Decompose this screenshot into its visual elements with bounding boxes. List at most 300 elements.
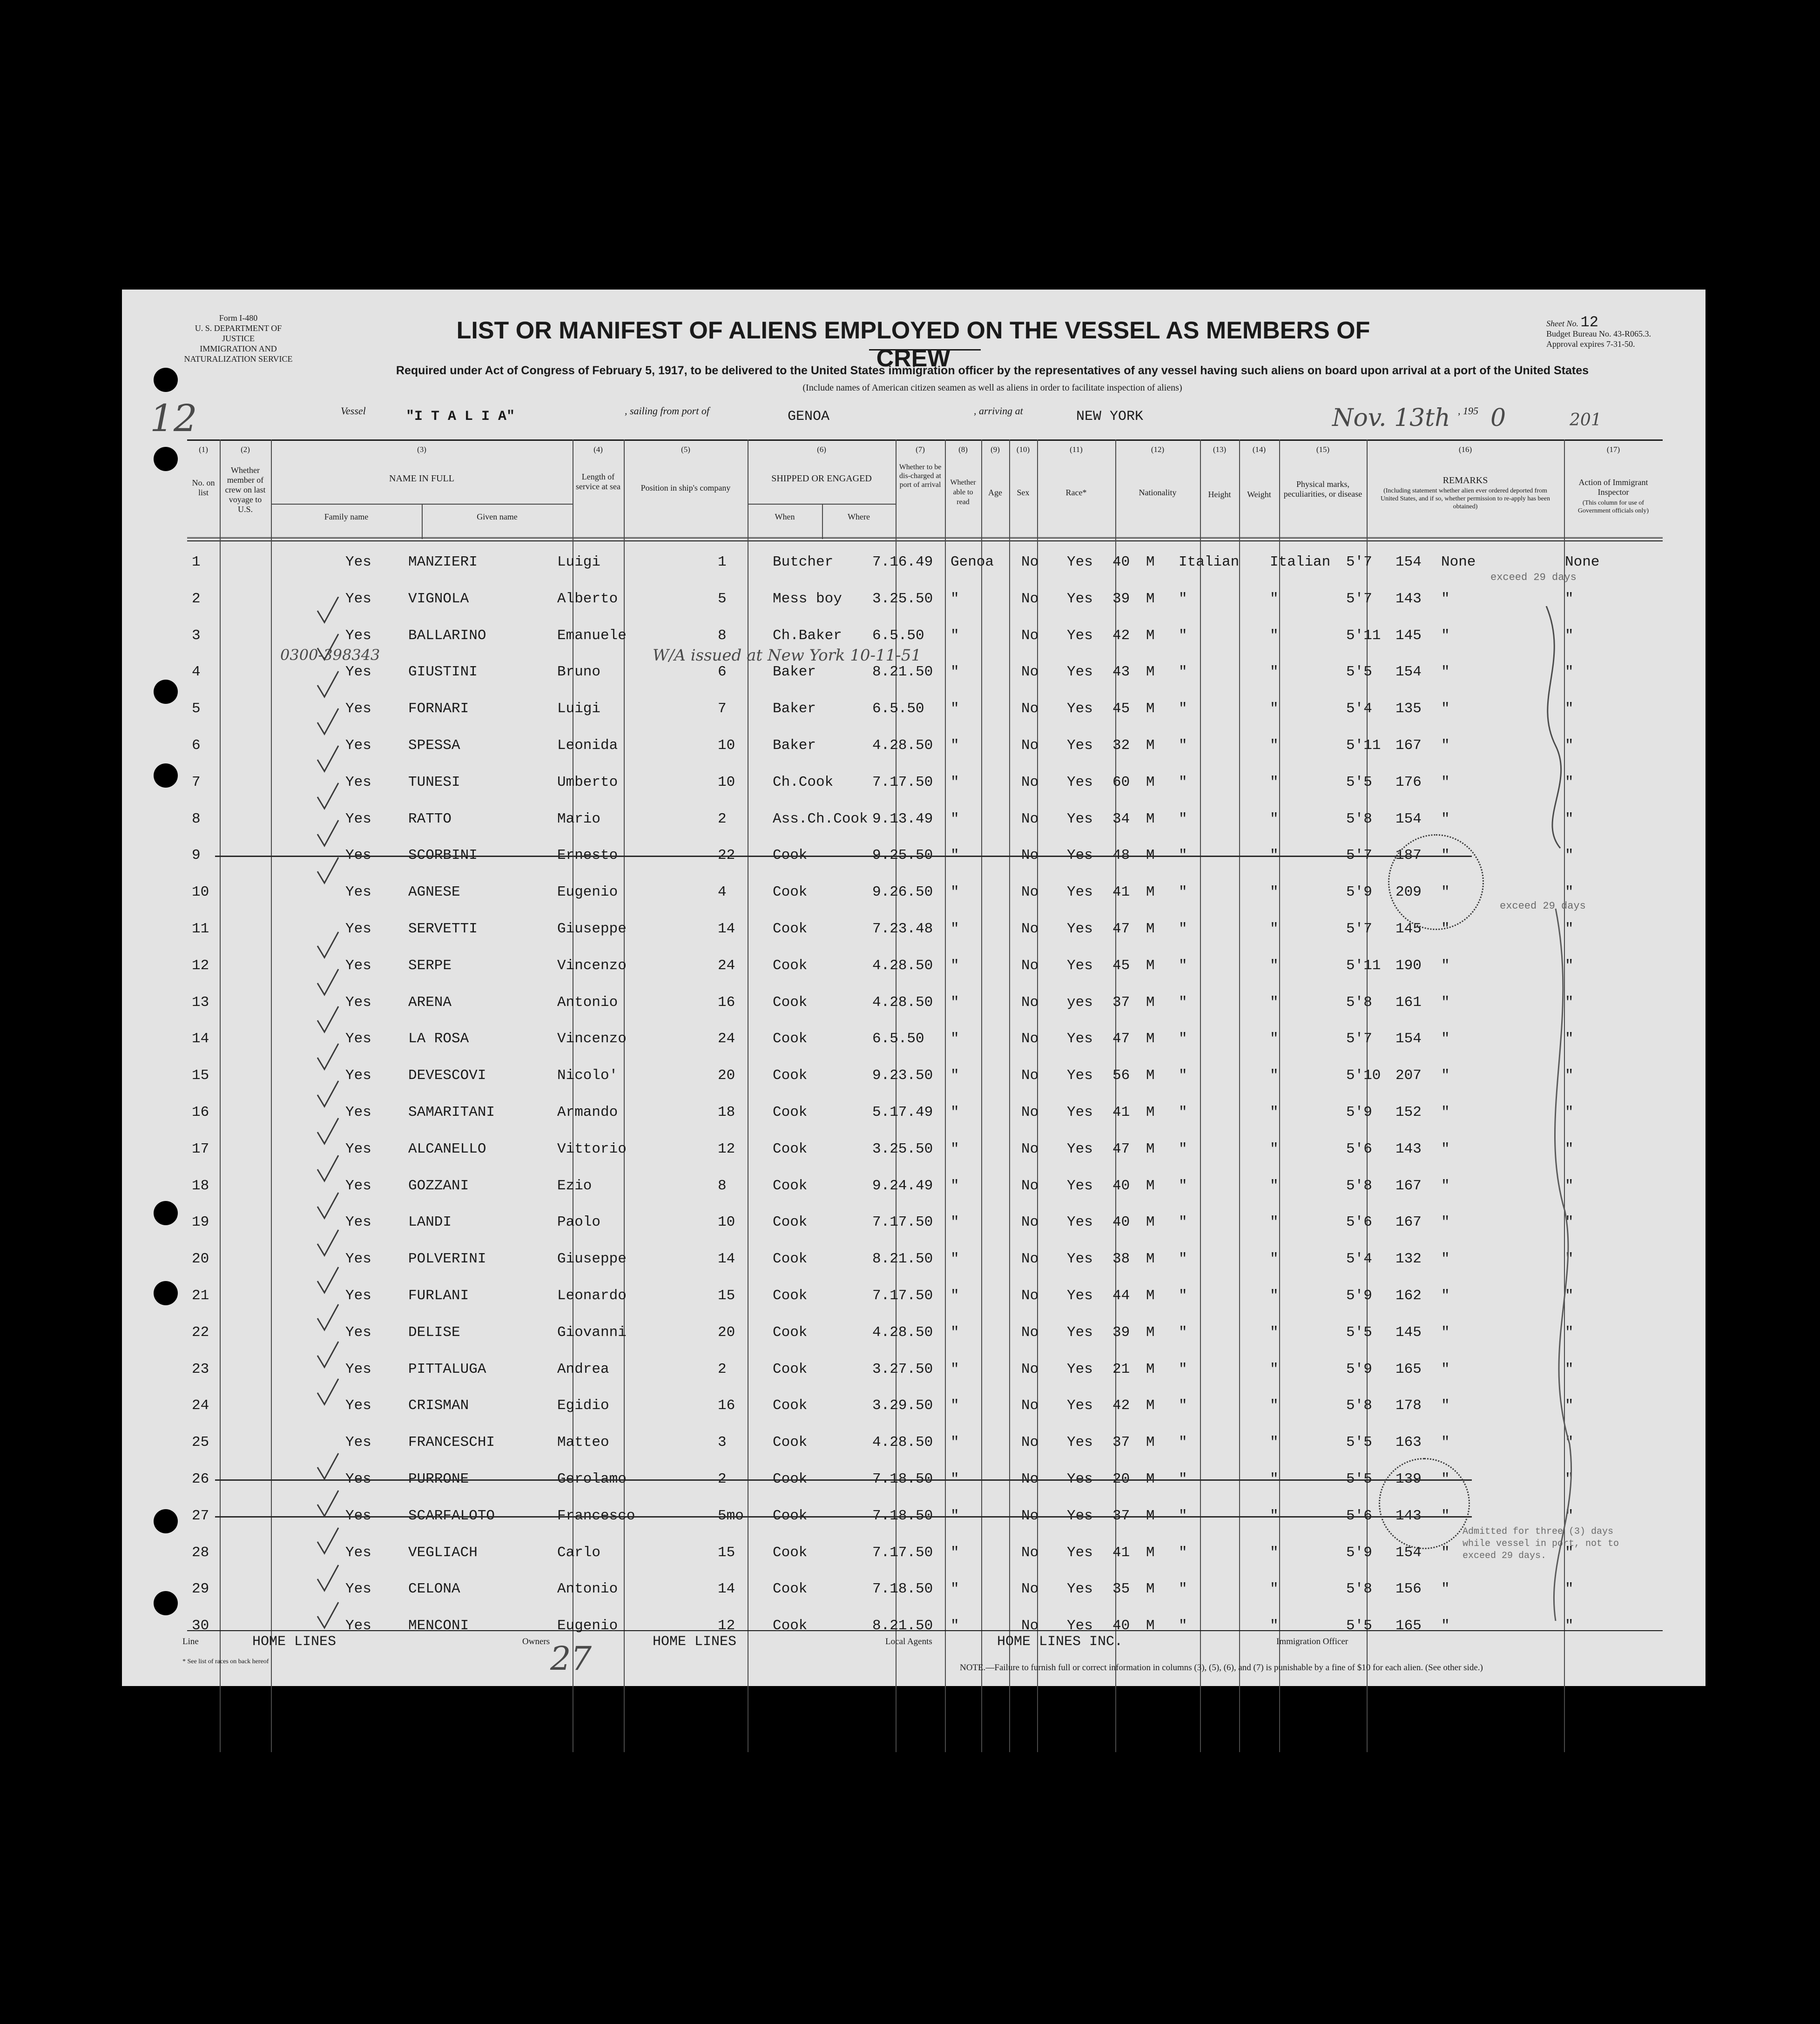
cell-last: Yes: [345, 701, 371, 717]
cell-service: 18: [718, 1104, 735, 1120]
page-title: LIST OR MANIFEST OF ALIENS EMPLOYED ON THE VESSEL AS MEMBERS OF CREW: [456, 317, 1370, 372]
cell-no: 7: [192, 774, 201, 790]
cell-service: 3: [718, 1434, 727, 1451]
cell-last: Yes: [345, 1434, 371, 1451]
inspector-seal-stamp: [1379, 1458, 1470, 1549]
cell-race: ": [1179, 590, 1187, 607]
cell-age: 37: [1112, 1507, 1130, 1524]
cell-last: Yes: [345, 627, 371, 644]
cell-when: 8.21.50: [872, 1251, 933, 1268]
cell-nat: ": [1270, 1324, 1279, 1341]
cell-service: 6: [718, 664, 727, 681]
cell-no: 27: [192, 1507, 209, 1524]
cell-sex: M: [1146, 957, 1155, 974]
cell-no: 22: [192, 1324, 209, 1341]
cell-age: 38: [1112, 1251, 1130, 1268]
cell-sex: M: [1146, 701, 1155, 717]
shipped-subrule: [748, 504, 896, 505]
cell-weight: 145: [1395, 921, 1422, 937]
cell-family: VIGNOLA: [408, 590, 469, 607]
cell-family: POLVERINI: [408, 1251, 486, 1268]
cell-remarks: ": [1565, 1581, 1574, 1598]
cell-no: 25: [192, 1434, 209, 1451]
cell-race: ": [1179, 1434, 1187, 1451]
cell-read: Yes: [1067, 701, 1093, 717]
cell-race: ": [1179, 1251, 1187, 1268]
cell-last: Yes: [345, 1324, 371, 1341]
cell-service: 8: [718, 627, 727, 644]
cell-nat: ": [1270, 1507, 1279, 1524]
cell-nat: ": [1270, 1544, 1279, 1561]
cell-when: 7.23.48: [872, 921, 933, 937]
cell-family: AGNESE: [408, 884, 460, 901]
cell-nat: ": [1270, 1288, 1279, 1304]
sheet-number: 12: [1580, 314, 1598, 331]
cell-no: 19: [192, 1214, 209, 1231]
cell-position: Cook: [773, 1434, 808, 1451]
cell-marks: ": [1441, 1471, 1450, 1487]
cell-marks: ": [1441, 847, 1450, 864]
cell-sex: M: [1146, 1507, 1155, 1524]
cell-where: ": [950, 921, 959, 937]
cell-height: 5'7: [1346, 847, 1372, 864]
cell-height: 5'8: [1346, 994, 1372, 1011]
cell-dis: No: [1021, 1581, 1039, 1598]
cell-where: ": [950, 737, 959, 754]
crew-row: [187, 801, 1663, 836]
cell-given: Emanuele: [557, 627, 627, 644]
cell-when: 3.27.50: [872, 1361, 933, 1377]
cell-remarks: ": [1565, 1031, 1574, 1047]
cell-age: 41: [1112, 1544, 1130, 1561]
cell-race: ": [1179, 1581, 1187, 1598]
cell-where: ": [950, 664, 959, 681]
cell-sex: M: [1146, 847, 1155, 864]
cell-when: 4.28.50: [872, 737, 933, 754]
cell-given: Vittorio: [557, 1140, 627, 1157]
cell-age: 44: [1112, 1288, 1130, 1304]
cell-race: ": [1179, 957, 1187, 974]
cell-no: 2: [192, 590, 201, 607]
cell-dis: No: [1021, 1104, 1039, 1120]
cell-read: Yes: [1067, 1214, 1093, 1231]
sheet-number-block: [1546, 314, 1686, 349]
approval-expiry: Approval expires 7-31-50.: [1546, 339, 1635, 349]
cell-given: Armando: [557, 1104, 618, 1120]
cell-when: 9.23.50: [872, 1067, 933, 1084]
cell-age: 42: [1112, 1397, 1130, 1414]
cell-position: Cook: [773, 884, 808, 901]
cell-height: 5'8: [1346, 810, 1372, 827]
cell-nat: ": [1270, 737, 1279, 754]
cell-nat: ": [1270, 884, 1279, 901]
cell-marks: ": [1441, 774, 1450, 790]
cell-age: 40: [1112, 1177, 1130, 1194]
cell-when: 7.18.50: [872, 1507, 933, 1524]
cell-sex: M: [1146, 1288, 1155, 1304]
cell-weight: 167: [1395, 1177, 1422, 1194]
hdr-last-voyage: Whether member of crew on last voyage to U.S.: [225, 466, 266, 514]
cell-given: Bruno: [557, 664, 601, 681]
cell-when: 3.25.50: [872, 590, 933, 607]
cell-weight: 165: [1395, 1361, 1422, 1377]
cell-family: GIUSTINI: [408, 664, 478, 681]
cell-race: ": [1179, 1544, 1187, 1561]
punch-hole: [154, 447, 178, 471]
cell-when: 9.26.50: [872, 884, 933, 901]
cell-where: ": [950, 994, 959, 1011]
cell-age: 45: [1112, 701, 1130, 717]
cell-when: 5.17.49: [872, 1104, 933, 1120]
cell-marks: ": [1441, 1397, 1450, 1414]
cell-age: 40: [1112, 1618, 1130, 1634]
cell-family: TUNESI: [408, 774, 460, 790]
cell-family: SERPE: [408, 957, 452, 974]
cell-height: 5'7: [1346, 554, 1372, 570]
cell-sex: M: [1146, 1581, 1155, 1598]
cell-marks: ": [1441, 957, 1450, 974]
cell-age: 47: [1112, 1031, 1130, 1047]
cell-read: Yes: [1067, 847, 1093, 864]
footer-rule: [187, 1630, 1663, 1631]
cell-age: 37: [1112, 1434, 1130, 1451]
cell-sex: M: [1146, 810, 1155, 827]
footer-line-label: Line: [182, 1637, 199, 1646]
cell-dis: No: [1021, 737, 1039, 754]
hdr-shipped-engaged: SHIPPED OR ENGAGED: [771, 473, 872, 484]
cell-service: 15: [718, 1544, 735, 1561]
hdr-race: Race*: [1065, 488, 1087, 497]
cell-position: Butcher: [773, 554, 834, 570]
cell-dis: No: [1021, 627, 1039, 644]
crew-row: [187, 1020, 1663, 1056]
punch-hole: [154, 368, 178, 392]
cell-position: Cook: [773, 1324, 808, 1341]
cell-family: CELONA: [408, 1581, 460, 1598]
hdr-sex: Sex: [1017, 488, 1030, 497]
cell-last: Yes: [345, 1581, 371, 1598]
cell-family: LANDI: [408, 1214, 452, 1231]
cell-when: 4.28.50: [872, 1434, 933, 1451]
cell-sex: M: [1146, 1397, 1155, 1414]
col-num-15: (15): [1316, 445, 1330, 454]
cell-dis: No: [1021, 1434, 1039, 1451]
cell-remarks: ": [1565, 737, 1574, 754]
cell-read: Yes: [1067, 1140, 1093, 1157]
required-statement: Required under Act of Congress of February 5, 1917, to be delivered to the United States immigration officer by the representatives of any vessel having such aliens on board upon arrival at a port of the United States: [396, 364, 1589, 377]
cell-position: Baker: [773, 701, 816, 717]
cell-marks: ": [1441, 1140, 1450, 1157]
cell-nat: ": [1270, 957, 1279, 974]
crew-row: [187, 984, 1663, 1019]
cell-last: Yes: [345, 810, 371, 827]
cell-sex: M: [1146, 737, 1155, 754]
cell-when: 9.25.50: [872, 847, 933, 864]
cell-no: 21: [192, 1288, 209, 1304]
cell-when: 6.5.50: [872, 627, 924, 644]
cell-family: PURRONE: [408, 1471, 469, 1487]
annotation-warrant-note: W/A issued at New York 10-11-51: [653, 646, 922, 665]
cell-position: Cook: [773, 1214, 808, 1231]
cell-marks: ": [1441, 1434, 1450, 1451]
include-statement: (Include names of American citizen seamen as well as aliens in order to facilitate inspection of aliens): [802, 383, 1182, 393]
cell-read: Yes: [1067, 1324, 1093, 1341]
cell-remarks: ": [1565, 1618, 1574, 1634]
cell-remarks: ": [1565, 1140, 1574, 1157]
cell-height: 5'8: [1346, 1397, 1372, 1414]
punch-hole: [154, 1509, 178, 1533]
cell-height: 5'11: [1346, 627, 1381, 644]
cell-dis: No: [1021, 1067, 1039, 1084]
cell-service: 8: [718, 1177, 727, 1194]
cell-service: 14: [718, 1581, 735, 1598]
col-num-11: (11): [1070, 445, 1083, 454]
cell-family: ARENA: [408, 994, 452, 1011]
col-num-10: (10): [1016, 445, 1030, 454]
crew-row: [187, 947, 1663, 983]
check-marks: [313, 597, 369, 1630]
cell-when: 7.17.50: [872, 1214, 933, 1231]
cell-service: 22: [718, 847, 735, 864]
cell-height: 5'7: [1346, 1031, 1372, 1047]
cell-weight: 165: [1395, 1618, 1422, 1634]
cell-family: VEGLIACH: [408, 1544, 478, 1561]
cell-height: 5'9: [1346, 884, 1372, 901]
cell-family: LA ROSA: [408, 1031, 469, 1047]
cell-position: Cook: [773, 921, 808, 937]
cell-last: Yes: [345, 994, 371, 1011]
cell-race: ": [1179, 1104, 1187, 1120]
footer-line-value: HOME LINES: [252, 1634, 337, 1650]
cell-nat: ": [1270, 994, 1279, 1011]
cell-position: Cook: [773, 1581, 808, 1598]
cell-when: 7.18.50: [872, 1471, 933, 1487]
footer-owners-label: Owners: [522, 1637, 550, 1646]
cell-nat: ": [1270, 1104, 1279, 1120]
cell-given: Matteo: [557, 1434, 609, 1451]
cell-where: ": [950, 1397, 959, 1414]
cell-where: ": [950, 1214, 959, 1231]
cell-dis: No: [1021, 847, 1039, 864]
cell-when: 8.21.50: [872, 664, 933, 681]
cell-marks: ": [1441, 1067, 1450, 1084]
cell-remarks: ": [1565, 1177, 1574, 1194]
inspector-seal-stamp: [1388, 834, 1484, 930]
cell-last: Yes: [345, 1251, 371, 1268]
cell-when: 6.5.50: [872, 701, 924, 717]
cell-dis: No: [1021, 921, 1039, 937]
footer-handwritten-27: 27: [550, 1639, 592, 1678]
cell-age: 43: [1112, 664, 1130, 681]
cell-given: Umberto: [557, 774, 618, 790]
col-num-7: (7): [916, 445, 925, 454]
cell-remarks: ": [1565, 627, 1574, 644]
cell-marks: ": [1441, 1251, 1450, 1268]
cell-read: Yes: [1067, 737, 1093, 754]
cell-service: 7: [718, 701, 727, 717]
cell-family: SERVETTI: [408, 921, 478, 937]
cell-last: Yes: [345, 847, 371, 864]
budget-number: Budget Bureau No. 43-R065.3.: [1546, 329, 1651, 338]
cell-given: Ernesto: [557, 847, 618, 864]
cell-dis: No: [1021, 1251, 1039, 1268]
cell-dis: No: [1021, 1288, 1039, 1304]
cell-age: 41: [1112, 884, 1130, 901]
cell-remarks: ": [1565, 1104, 1574, 1120]
col-num-13: (13): [1213, 445, 1227, 454]
col-num-1: (1): [199, 445, 208, 454]
cell-dis: No: [1021, 810, 1039, 827]
cell-dis: No: [1021, 957, 1039, 974]
cell-position: Cook: [773, 1471, 808, 1487]
remark-line: exceed 29 days.: [1463, 1551, 1547, 1561]
cell-remarks: ": [1565, 1507, 1574, 1524]
cell-height: 5'5: [1346, 1324, 1372, 1341]
cell-given: Giuseppe: [557, 921, 627, 937]
cell-weight: 178: [1395, 1397, 1422, 1414]
cell-where: ": [950, 1288, 959, 1304]
cell-family: ALCANELLO: [408, 1140, 486, 1157]
cell-nat: ": [1270, 1140, 1279, 1157]
remark-exceed-1: exceed 29 days: [1490, 572, 1577, 583]
cell-position: Cook: [773, 1397, 808, 1414]
footer-agents-value: HOME LINES INC.: [997, 1634, 1123, 1650]
cell-last: Yes: [345, 957, 371, 974]
cell-read: Yes: [1067, 1104, 1093, 1120]
cell-race: ": [1179, 1067, 1187, 1084]
cell-where: ": [950, 884, 959, 901]
cell-service: 16: [718, 1397, 735, 1414]
cell-last: Yes: [345, 1471, 371, 1487]
cell-age: 37: [1112, 994, 1130, 1011]
footer-footnote: * See list of races on back hereof: [182, 1658, 269, 1665]
cell-remarks: ": [1565, 1361, 1574, 1377]
cell-height: 5'8: [1346, 1177, 1372, 1194]
crew-row: [187, 1424, 1663, 1459]
cell-family: MENCONI: [408, 1618, 469, 1634]
cell-nat: ": [1270, 1031, 1279, 1047]
cell-age: 48: [1112, 847, 1130, 864]
cell-nat: ": [1270, 1251, 1279, 1268]
cell-family: DEVESCOVI: [408, 1067, 486, 1084]
hdr-discharged: Whether to be dis-charged at port of arrival: [899, 463, 942, 489]
cell-height: 5'11: [1346, 957, 1381, 974]
cell-read: Yes: [1067, 774, 1093, 790]
page-handwritten: 201: [1570, 411, 1602, 430]
hdr-age: Age: [988, 488, 1002, 497]
cell-race: ": [1179, 1031, 1187, 1047]
hdr-remarks-sub: (Including statement whether alien ever ordered deported from United States, and if so, whether permission to re-apply has been obtained): [1381, 487, 1550, 510]
cell-sex: M: [1146, 1618, 1155, 1634]
cell-given: Eugenio: [557, 884, 618, 901]
cell-marks: ": [1441, 1544, 1450, 1561]
cell-race: ": [1179, 1507, 1187, 1524]
cell-position: Cook: [773, 1544, 808, 1561]
cell-when: 7.17.50: [872, 1288, 933, 1304]
cell-sex: M: [1146, 1361, 1155, 1377]
hdr-where: Where: [848, 512, 870, 521]
department-name: U. S. DEPARTMENT OF JUSTICE: [195, 324, 282, 343]
cell-marks: ": [1441, 1324, 1450, 1341]
cell-weight: 190: [1395, 957, 1422, 974]
crew-row: [187, 1571, 1663, 1606]
cell-read: Yes: [1067, 810, 1093, 827]
cell-where: ": [950, 1544, 959, 1561]
cell-given: Paolo: [557, 1214, 601, 1231]
cell-read: Yes: [1067, 1177, 1093, 1194]
cell-height: 5'8: [1346, 1581, 1372, 1598]
cell-sex: M: [1146, 1214, 1155, 1231]
cell-read: Yes: [1067, 1288, 1093, 1304]
cell-dis: No: [1021, 590, 1039, 607]
cell-last: Yes: [345, 884, 371, 901]
col-num-4: (4): [593, 445, 603, 454]
cell-sex: M: [1146, 884, 1155, 901]
cell-sex: M: [1146, 664, 1155, 681]
hdr-able-to-read: Whether able to read: [950, 479, 976, 506]
cell-remarks: ": [1565, 1324, 1574, 1341]
cell-marks: ": [1441, 737, 1450, 754]
cell-position: Baker: [773, 664, 816, 681]
cell-height: 5'5: [1346, 1618, 1372, 1634]
cell-height: 5'5: [1346, 1434, 1372, 1451]
cell-where: ": [950, 1434, 959, 1451]
cell-when: 7.17.50: [872, 774, 933, 790]
cell-service: 20: [718, 1324, 735, 1341]
cell-no: 14: [192, 1031, 209, 1047]
cell-weight: 156: [1395, 1581, 1422, 1598]
crew-row: [187, 1241, 1663, 1276]
form-id-block: [178, 313, 299, 364]
cell-marks: ": [1441, 1581, 1450, 1598]
punch-hole: [154, 763, 178, 788]
cell-given: Carlo: [557, 1544, 601, 1561]
cell-race: ": [1179, 701, 1187, 717]
cell-read: Yes: [1067, 627, 1093, 644]
cell-nat: ": [1270, 701, 1279, 717]
crew-row: [187, 690, 1663, 726]
cell-nat: ": [1270, 1177, 1279, 1194]
cell-last: Yes: [345, 554, 371, 570]
cell-given: Giuseppe: [557, 1251, 627, 1268]
crew-row: [187, 654, 1663, 689]
cell-nat: ": [1270, 1471, 1279, 1487]
cell-where: ": [950, 1471, 959, 1487]
cell-read: Yes: [1067, 554, 1093, 570]
cell-height: 5'5: [1346, 1471, 1372, 1487]
cell-last: Yes: [345, 590, 371, 607]
cell-service: 2: [718, 1361, 727, 1377]
cell-given: Luigi: [557, 554, 601, 570]
cell-no: 29: [192, 1581, 209, 1598]
cell-service: 12: [718, 1140, 735, 1157]
cell-weight: 154: [1395, 1544, 1422, 1561]
cell-sex: M: [1146, 1471, 1155, 1487]
cell-when: 4.28.50: [872, 1324, 933, 1341]
cell-race: ": [1179, 810, 1187, 827]
cell-family: PITTALUGA: [408, 1361, 486, 1377]
crew-row: [187, 580, 1663, 616]
cell-where: ": [950, 701, 959, 717]
cell-dis: No: [1021, 1471, 1039, 1487]
manifest-sheet: [122, 290, 1705, 1686]
cell-given: Andrea: [557, 1361, 609, 1377]
cell-weight: 154: [1395, 810, 1422, 827]
cell-position: Ch.Baker: [773, 627, 842, 644]
cell-no: 5: [192, 701, 201, 717]
year-prefix: , 195: [1458, 405, 1478, 417]
cell-remarks: ": [1565, 810, 1574, 827]
